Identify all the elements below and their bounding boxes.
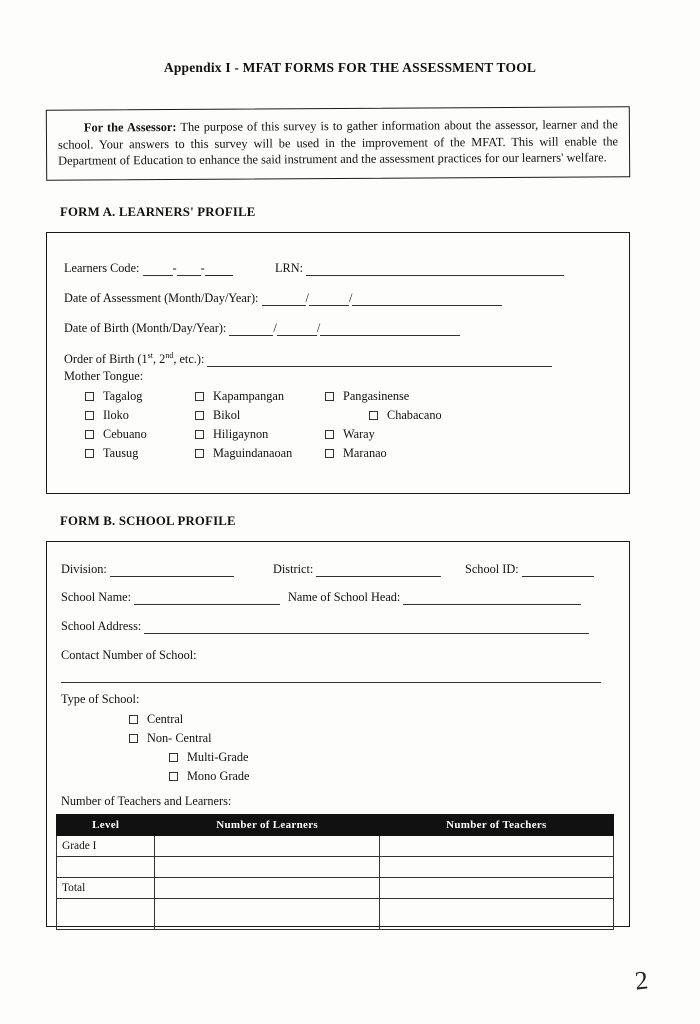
mother-tongue-option-iloko[interactable] [85, 408, 129, 423]
option-label: Mono Grade [187, 769, 250, 783]
mother-tongue-option-tagalog[interactable] [85, 389, 142, 404]
school-id-input[interactable] [522, 564, 594, 577]
checkbox-icon[interactable] [195, 411, 204, 420]
lrn-input[interactable] [306, 263, 564, 276]
district-input[interactable] [316, 564, 441, 577]
contact-number-field [61, 648, 197, 663]
option-label: Maranao [343, 446, 387, 460]
contact-number-input-line[interactable] [61, 668, 601, 683]
school-type-option-non-central[interactable] [129, 731, 212, 746]
order-of-birth-label-prefix: Order of Birth (1 [64, 352, 148, 367]
table-header-row [57, 815, 614, 836]
school-type-option-central[interactable] [129, 712, 183, 727]
learners-code-label: Learners Code: [64, 261, 140, 275]
type-of-school-label: Type of School: [61, 692, 140, 706]
cell-learners[interactable] [155, 836, 379, 857]
cell-level[interactable] [57, 899, 155, 930]
district-label: District: [273, 562, 314, 576]
school-name-input[interactable] [134, 592, 280, 605]
date-of-birth-label: Date of Birth (Month/Day/Year): [64, 321, 227, 335]
option-label: Multi-Grade [187, 750, 249, 764]
checkbox-icon[interactable] [85, 411, 94, 420]
school-id-field [465, 562, 594, 577]
assessor-note-text: The purpose of this survey is to gather information about the assessor, learner and the school. Your answers to this survey will be used in the improvement of the MFAT. This will enable the Department of Education to enhance the said instrument and the assessment practices for our learners' welfare. [57, 117, 619, 169]
cell-level: Total [57, 878, 155, 899]
learners-code-input-2[interactable] [177, 263, 201, 276]
school-head-label: Name of School Head: [288, 590, 401, 604]
option-label: Iloko [103, 408, 129, 422]
checkbox-icon[interactable] [195, 430, 204, 439]
school-type-suboption-multi-grade[interactable] [169, 750, 248, 765]
mother-tongue-option-chabacano[interactable] [369, 408, 442, 423]
order-of-birth-field [64, 351, 552, 367]
learners-code-field: Learners Code: - - [64, 261, 233, 276]
mother-tongue-option-kapampangan[interactable] [195, 389, 284, 404]
birth-day-input[interactable] [277, 323, 317, 336]
checkbox-icon[interactable] [129, 715, 138, 724]
checkbox-icon[interactable] [325, 430, 334, 439]
option-label: Maguindanaoan [213, 446, 293, 460]
order-of-birth-input[interactable] [207, 354, 552, 367]
cell-learners[interactable] [155, 878, 379, 899]
option-label: Bikol [213, 408, 241, 422]
date-of-assessment-label: Date of Assessment (Month/Day/Year): [64, 291, 259, 305]
school-id-label: School ID: [465, 562, 519, 576]
checkbox-icon[interactable] [85, 449, 94, 458]
lrn-label: LRN: [275, 261, 304, 275]
cell-level: Grade I [57, 836, 155, 857]
cell-learners[interactable] [155, 857, 379, 878]
date-of-birth-field: Date of Birth (Month/Day/Year): / / [64, 321, 460, 336]
option-label: Tausug [103, 446, 139, 460]
school-type-suboption-mono-grade[interactable] [169, 769, 250, 784]
column-header-learners: Number of Learners [155, 815, 379, 836]
mother-tongue-label: Mother Tongue: [64, 369, 144, 383]
cell-teachers[interactable] [379, 899, 613, 930]
order-of-birth-label-suffix: , etc.): [173, 352, 205, 367]
school-head-input[interactable] [403, 592, 581, 605]
form-b-box [46, 541, 630, 927]
page-title: Appendix I - MFAT FORMS FOR THE ASSESSMENT TOOL [163, 60, 537, 75]
option-label: Non- Central [147, 731, 212, 745]
checkbox-icon[interactable] [325, 449, 334, 458]
option-label: Hiligaynon [213, 427, 269, 441]
option-label: Chabacano [387, 408, 442, 422]
table-row [57, 878, 614, 899]
school-address-field [61, 619, 589, 634]
column-header-level: Level [57, 815, 155, 836]
order-of-birth-sup1: st [147, 351, 154, 360]
option-label: Tagalog [103, 389, 143, 403]
school-name-field [61, 590, 280, 605]
table-row [57, 899, 614, 930]
checkbox-icon[interactable] [169, 772, 178, 781]
assessment-year-input[interactable] [352, 293, 502, 306]
order-of-birth-sup2: nd [165, 351, 174, 360]
checkbox-icon[interactable] [85, 392, 94, 401]
birth-month-input[interactable] [229, 323, 273, 336]
option-label: Cebuano [103, 427, 147, 441]
mother-tongue-option-tausug[interactable] [85, 446, 138, 461]
division-field [61, 562, 234, 577]
checkbox-icon[interactable] [195, 392, 204, 401]
cell-teachers[interactable] [379, 857, 613, 878]
mother-tongue-option-waray[interactable] [325, 427, 375, 442]
option-label: Waray [343, 427, 375, 441]
date-of-assessment-field: Date of Assessment (Month/Day/Year): / / [64, 291, 502, 306]
order-of-birth-label-mid: , 2 [153, 352, 166, 367]
form-b-heading: FORM B. SCHOOL PROFILE [60, 514, 236, 528]
mother-tongue-option-cebuano[interactable] [85, 427, 147, 442]
teachers-learners-table [56, 814, 614, 930]
table-row [57, 857, 614, 878]
teachers-learners-label: Number of Teachers and Learners: [61, 794, 232, 808]
division-label: Division: [61, 562, 107, 576]
birth-year-input[interactable] [320, 323, 460, 336]
cell-teachers[interactable] [379, 878, 613, 899]
contact-number-input[interactable] [61, 670, 601, 683]
district-field [273, 562, 441, 577]
mother-tongue-option-hiligaynon[interactable] [195, 427, 268, 442]
school-address-input[interactable] [144, 621, 589, 634]
school-name-label: School Name: [61, 590, 132, 604]
school-head-field [288, 590, 581, 605]
option-label: Pangasinense [343, 389, 410, 403]
cell-teachers[interactable] [379, 836, 613, 857]
mother-tongue-option-maguindanaoan[interactable] [195, 446, 292, 461]
page-number: 2 [633, 965, 650, 996]
assessor-note-label: For the Assessor: [83, 119, 177, 135]
cell-learners[interactable] [155, 899, 379, 930]
mother-tongue-option-bikol[interactable] [195, 408, 240, 423]
division-input[interactable] [110, 564, 234, 577]
learners-code-input-3[interactable] [205, 263, 233, 276]
contact-number-label: Contact Number of School: [61, 648, 197, 662]
checkbox-icon[interactable] [369, 411, 378, 420]
table-row [57, 836, 614, 857]
checkbox-icon[interactable] [325, 392, 334, 401]
column-header-teachers: Number of Teachers [379, 815, 613, 836]
checkbox-icon[interactable] [169, 753, 178, 762]
cell-level[interactable] [57, 857, 155, 878]
lrn-field [275, 261, 564, 276]
option-label: Central [147, 712, 184, 726]
form-a-box [46, 232, 630, 494]
mother-tongue-option-maranao[interactable] [325, 446, 387, 461]
assessment-day-input[interactable] [309, 293, 349, 306]
checkbox-icon[interactable] [195, 449, 204, 458]
checkbox-icon[interactable] [129, 734, 138, 743]
checkbox-icon[interactable] [85, 430, 94, 439]
learners-code-input-1[interactable] [143, 263, 173, 276]
assessment-month-input[interactable] [262, 293, 306, 306]
school-address-label: School Address: [61, 619, 142, 633]
mother-tongue-option-pangasinense[interactable] [325, 389, 409, 404]
assessor-note-box [46, 106, 630, 181]
option-label: Kapampangan [213, 389, 285, 403]
form-a-heading: FORM A. LEARNERS' PROFILE [60, 205, 256, 219]
